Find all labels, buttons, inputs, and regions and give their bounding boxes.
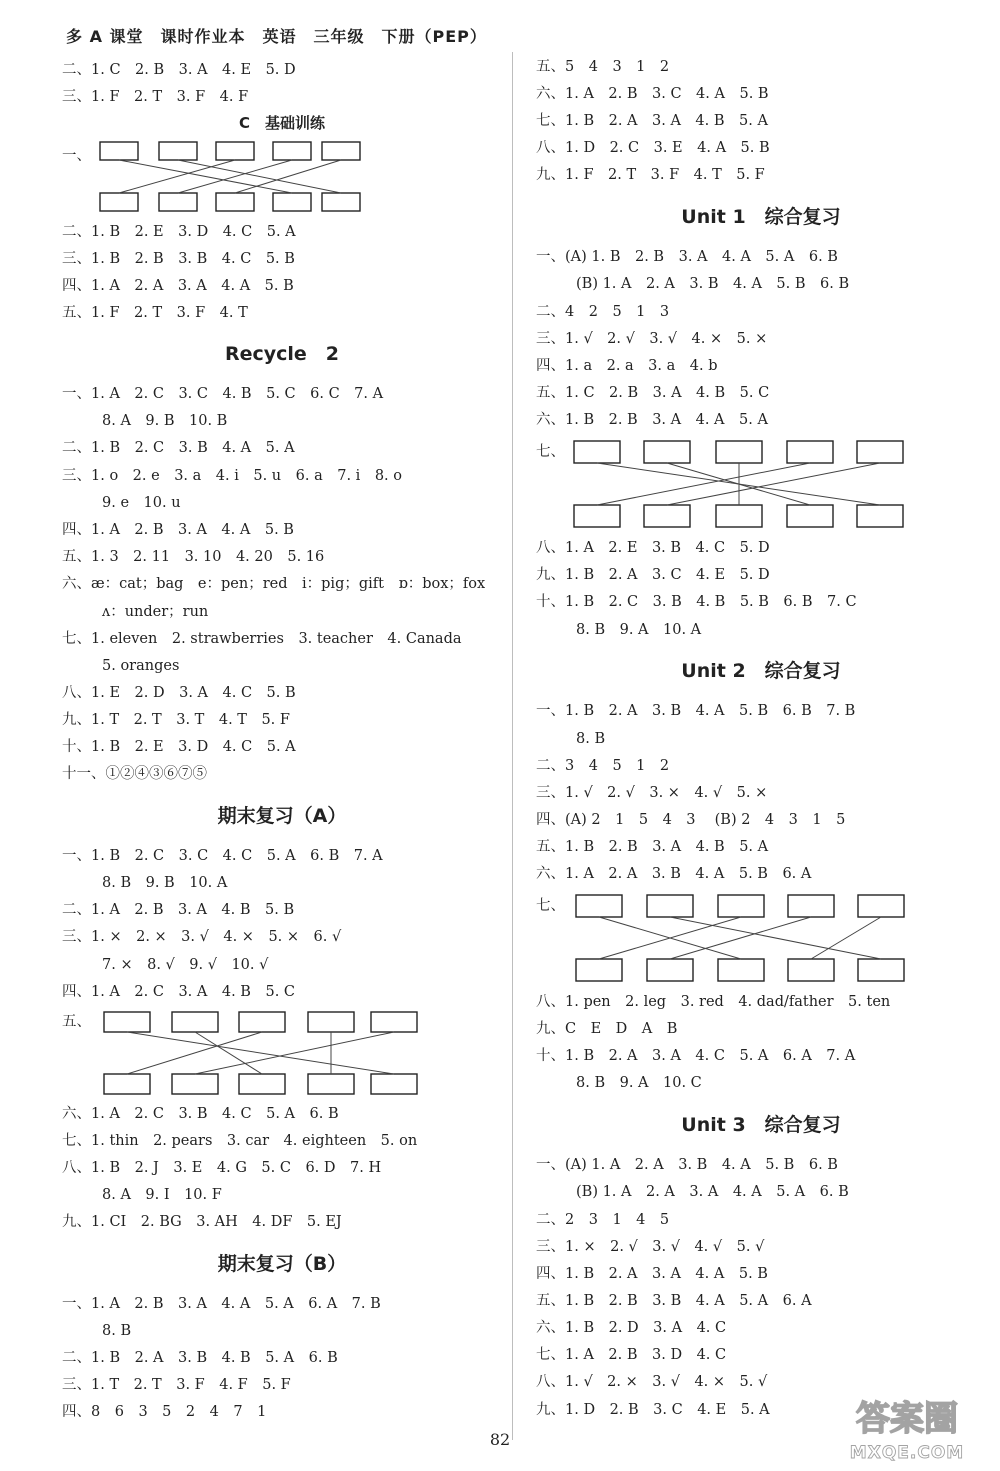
- answer-line: 四、1. a 2. a 3. a 4. b: [536, 358, 718, 374]
- answer-line: 7. × 8. √ 9. √ 10. √: [102, 957, 269, 973]
- answer-box: [718, 959, 764, 981]
- answer-line: 二、1. B 2. C 3. B 4. A 5. A: [62, 440, 295, 456]
- watermark-logo: [822, 1392, 992, 1464]
- answer-line: 十、1. B 2. E 3. D 4. C 5. A: [62, 739, 296, 755]
- answer-line: 二、1. B 2. A 3. B 4. B 5. A 6. B: [62, 1350, 338, 1366]
- section-title-final-a: 期末复习（A）: [217, 805, 347, 827]
- match-line: [119, 160, 292, 193]
- answer-line: 一、(A) 1. A 2. A 3. B 4. A 5. B 6. B: [536, 1157, 838, 1173]
- answer-line: 九、C E D A B: [536, 1021, 678, 1037]
- answer-line: 六、1. A 2. C 3. B 4. C 5. A 6. B: [62, 1106, 339, 1122]
- answer-line: 二、3 4 5 1 2: [536, 758, 670, 774]
- answer-box: [273, 193, 311, 211]
- answer-line: 四、1. B 2. A 3. A 4. A 5. B: [536, 1266, 768, 1282]
- answer-line: 九、1. F 2. T 3. F 4. T 5. F: [536, 167, 765, 183]
- answer-line: 8. B 9. B 10. A: [102, 875, 228, 891]
- section-title-recycle: Recycle 2: [224, 343, 340, 365]
- answer-box: [644, 441, 690, 463]
- answer-line: 一、1. B 2. A 3. B 4. A 5. B 6. B 7. B: [536, 703, 856, 719]
- matching-lines: [62, 138, 502, 218]
- section-title-c: C 基础训练: [238, 114, 325, 132]
- match-line: [178, 160, 341, 193]
- answer-line: 三、1. × 2. √ 3. √ 4. √ 5. √: [536, 1239, 765, 1255]
- answer-line: 三、1. B 2. B 3. B 4. C 5. B: [62, 251, 295, 267]
- answer-line: 七、1. B 2. A 3. A 4. B 5. A: [536, 113, 768, 129]
- matching-lines: [62, 1008, 502, 1098]
- answer-box: [273, 142, 311, 160]
- answer-line: 三、1. √ 2. √ 3. √ 4. × 5. ×: [536, 331, 768, 347]
- match-line: [235, 160, 341, 193]
- answer-line: 八、1. √ 2. × 3. √ 4. × 5. √: [536, 1374, 768, 1390]
- answer-line: 五、5 4 3 1 2: [536, 59, 670, 75]
- section-title-unit2: Unit 2 综合复习: [681, 660, 841, 682]
- answer-line: 七、1. A 2. B 3. D 4. C: [536, 1347, 727, 1363]
- answer-line: 九、1. D 2. B 3. C 4. E 5. A: [536, 1402, 770, 1418]
- answer-line: 六、1. B 2. D 3. A 4. C: [536, 1320, 727, 1336]
- answer-line: 十、1. B 2. C 3. B 4. B 5. B 6. B 7. C: [536, 594, 857, 610]
- answer-line: 五、1. F 2. T 3. F 4. T: [62, 305, 248, 321]
- answer-line: 九、1. T 2. T 3. T 4. T 5. F: [62, 712, 290, 728]
- answer-line: 9. e 10. u: [102, 495, 181, 511]
- answer-box: [718, 895, 764, 917]
- answer-box: [574, 505, 620, 527]
- matching-lines: [536, 890, 986, 986]
- answer-line: 八、1. B 2. J 3. E 4. G 5. C 6. D 7. H: [62, 1160, 382, 1176]
- section-title-final-b: 期末复习（B）: [217, 1253, 347, 1275]
- answer-line: 六、1. A 2. B 3. C 4. A 5. B: [536, 86, 769, 102]
- column-divider: [512, 52, 513, 1440]
- match-line: [667, 463, 880, 505]
- match-line: [119, 160, 235, 193]
- answer-line: 二、2 3 1 4 5: [536, 1212, 670, 1228]
- answer-line: 8. B: [102, 1323, 132, 1339]
- answer-box: [371, 1074, 417, 1094]
- answer-box: [322, 142, 360, 160]
- answer-line: 四、1. A 2. C 3. A 4. B 5. C: [62, 984, 296, 1000]
- matching-diagram: [536, 436, 986, 532]
- answer-line: 一、1. A 2. C 3. C 4. B 5. C 6. C 7. A: [62, 386, 384, 402]
- answer-box: [576, 895, 622, 917]
- answer-line: 五、1. B 2. B 3. A 4. B 5. A: [536, 839, 769, 855]
- answer-box: [159, 193, 197, 211]
- answer-box: [239, 1074, 285, 1094]
- answer-box: [308, 1074, 354, 1094]
- answer-box: [104, 1074, 150, 1094]
- answer-line: (B) 1. A 2. A 3. A 4. A 5. A 6. B: [576, 1184, 849, 1200]
- match-line: [811, 917, 881, 959]
- answer-line: 一、(A) 1. B 2. B 3. A 4. A 5. A 6. B: [536, 249, 838, 265]
- answer-box: [216, 142, 254, 160]
- section-title-unit3: Unit 3 综合复习: [681, 1114, 841, 1136]
- answer-box: [716, 505, 762, 527]
- answer-line: 二、1. A 2. B 3. A 4. B 5. B: [62, 902, 295, 918]
- matching-diagram: [536, 890, 986, 986]
- answer-box: [216, 193, 254, 211]
- answer-box: [788, 895, 834, 917]
- answer-line: 一、1. A 2. B 3. A 4. A 5. A 6. A 7. B: [62, 1296, 381, 1312]
- matching-diagram: [62, 138, 502, 218]
- match-line: [195, 1032, 394, 1074]
- answer-box: [647, 959, 693, 981]
- answer-box: [788, 959, 834, 981]
- answer-line: 三、1. F 2. T 3. F 4. F: [62, 89, 249, 105]
- answer-line: 八、1. A 2. E 3. B 4. C 5. D: [536, 540, 770, 556]
- answer-box: [172, 1074, 218, 1094]
- match-line: [195, 1032, 262, 1074]
- answer-line: 六、æ：cat；bag e：pen；red i：pig；gift ɒ：box；fox: [62, 576, 486, 592]
- answer-box: [858, 959, 904, 981]
- answer-line: 四、8 6 3 5 2 4 7 1: [62, 1404, 267, 1420]
- answer-line: 四、1. A 2. A 3. A 4. A 5. B: [62, 278, 294, 294]
- answer-line: 十一、①②④③⑥⑦⑤: [62, 766, 207, 782]
- answer-line: 九、1. B 2. A 3. C 4. E 5. D: [536, 567, 770, 583]
- answer-line: 5. oranges: [102, 658, 180, 674]
- answer-line: 七、1. thin 2. pears 3. car 4. eighteen 5. on: [62, 1133, 418, 1149]
- answer-line: 五、1. C 2. B 3. A 4. B 5. C: [536, 385, 770, 401]
- answer-line: 8. B: [576, 731, 606, 747]
- match-line: [127, 1032, 262, 1074]
- answer-line: 三、1. × 2. × 3. √ 4. × 5. × 6. √: [62, 929, 342, 945]
- answer-line: 五、1. B 2. B 3. B 4. A 5. A 6. A: [536, 1293, 812, 1309]
- watermark-url: MXQE.COM: [849, 1443, 965, 1463]
- page-number: 82: [489, 1430, 511, 1449]
- answer-box: [574, 441, 620, 463]
- match-line: [178, 160, 292, 193]
- answer-line: ʌ：under；run: [102, 604, 209, 620]
- match-line: [670, 917, 881, 959]
- answer-line: 八、1. E 2. D 3. A 4. C 5. B: [62, 685, 296, 701]
- answer-line: 四、(A) 2 1 5 4 3 (B) 2 4 3 1 5: [536, 812, 846, 828]
- question-label: 七、: [536, 898, 565, 914]
- answer-box: [371, 1012, 417, 1032]
- answer-box: [172, 1012, 218, 1032]
- answer-line: 一、1. B 2. C 3. C 4. C 5. A 6. B 7. A: [62, 848, 383, 864]
- answer-box: [787, 505, 833, 527]
- answer-line: 二、4 2 5 1 3: [536, 304, 670, 320]
- matching-lines: [536, 436, 986, 532]
- answer-line: (B) 1. A 2. A 3. B 4. A 5. B 6. B: [576, 276, 850, 292]
- answer-line: 五、1. 3 2. 11 3. 10 4. 20 5. 16: [62, 549, 325, 565]
- answer-box: [104, 1012, 150, 1032]
- matching-diagram: [62, 1008, 502, 1098]
- answer-line: 8. A 9. I 10. F: [102, 1187, 222, 1203]
- answer-box: [716, 441, 762, 463]
- answer-line: 三、1. T 2. T 3. F 4. F 5. F: [62, 1377, 291, 1393]
- answer-line: 二、1. B 2. E 3. D 4. C 5. A: [62, 224, 296, 240]
- answer-box: [322, 193, 360, 211]
- answer-line: 三、1. o 2. e 3. a 4. i 5. u 6. a 7. i 8. o: [62, 468, 402, 484]
- page-header: 多 A 课堂 课时作业本 英语 三年级 下册（PEP）: [66, 27, 487, 46]
- answer-box: [858, 895, 904, 917]
- answer-box: [644, 505, 690, 527]
- answer-line: 八、1. D 2. C 3. E 4. A 5. B: [536, 140, 770, 156]
- answer-box: [787, 441, 833, 463]
- answer-line: 8. B 9. A 10. A: [576, 622, 702, 638]
- question-label: 五、: [62, 1014, 91, 1030]
- answer-line: 七、1. eleven 2. strawberries 3. teacher 4. Canada: [62, 631, 462, 647]
- answer-box: [100, 193, 138, 211]
- answer-line: 六、1. B 2. B 3. A 4. A 5. A: [536, 412, 768, 428]
- answer-line: 九、1. CI 2. BG 3. AH 4. DF 5. EJ: [62, 1214, 342, 1230]
- answer-box: [100, 142, 138, 160]
- answer-line: 六、1. A 2. A 3. B 4. A 5. B 6. A: [536, 866, 812, 882]
- answer-box: [159, 142, 197, 160]
- answer-box: [576, 959, 622, 981]
- answer-line: 十、1. B 2. A 3. A 4. C 5. A 6. A 7. A: [536, 1048, 856, 1064]
- match-line: [670, 917, 811, 959]
- answer-box: [239, 1012, 285, 1032]
- question-label: 七、: [536, 444, 565, 460]
- answer-box: [857, 441, 903, 463]
- answer-line: 8. A 9. B 10. B: [102, 413, 228, 429]
- watermark-text: 答案圈: [856, 1399, 958, 1439]
- answer-box: [857, 505, 903, 527]
- answer-box: [308, 1012, 354, 1032]
- answer-line: 三、1. √ 2. √ 3. × 4. √ 5. ×: [536, 785, 768, 801]
- match-line: [597, 463, 810, 505]
- answer-box: [647, 895, 693, 917]
- match-line: [127, 1032, 394, 1074]
- answer-line: 8. B 9. A 10. C: [576, 1075, 702, 1091]
- answer-line: 八、1. pen 2. leg 3. red 4. dad/father 5. ten: [536, 994, 891, 1010]
- section-title-unit1: Unit 1 综合复习: [681, 206, 841, 228]
- answer-line: 四、1. A 2. B 3. A 4. A 5. B: [62, 522, 294, 538]
- question-label: 一、: [62, 148, 91, 164]
- answer-line: 二、1. C 2. B 3. A 4. E 5. D: [62, 62, 296, 78]
